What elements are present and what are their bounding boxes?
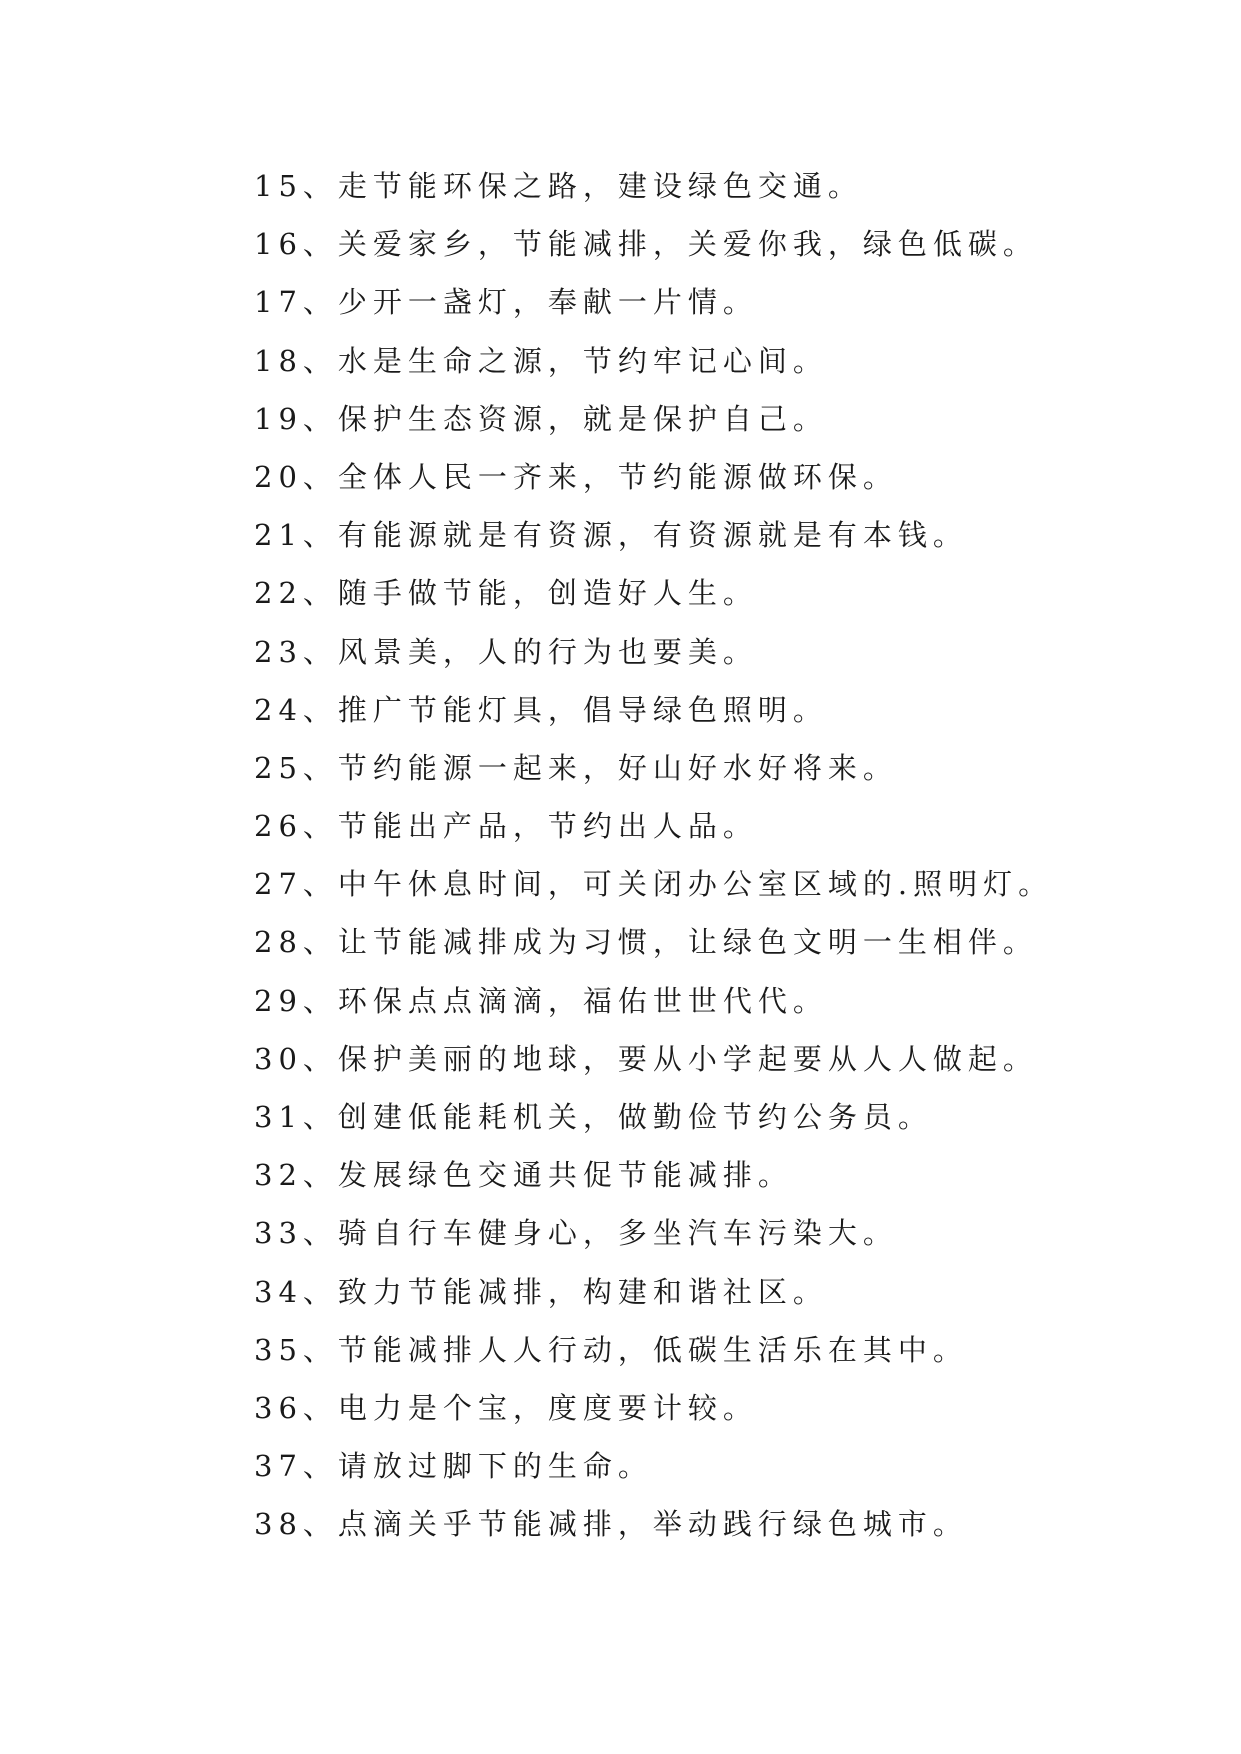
- list-item: 16、关爱家乡，节能减排，关爱你我，绿色低碳。: [254, 227, 1038, 262]
- list-item: 34、致力节能减排，构建和谐社区。: [254, 1274, 828, 1309]
- list-item: 26、节能出产品，节约出人品。: [254, 809, 758, 844]
- list-item: 19、保护生态资源，就是保护自己。: [254, 401, 828, 436]
- list-item: 24、推广节能灯具，倡导绿色照明。: [254, 692, 828, 727]
- list-item: 33、骑自行车健身心，多坐汽车污染大。: [254, 1216, 898, 1251]
- list-item: 35、节能减排人人行动，低碳生活乐在其中。: [254, 1332, 968, 1367]
- list-item: 20、全体人民一齐来，节约能源做环保。: [254, 459, 898, 494]
- list-item: 18、水是生命之源，节约牢记心间。: [254, 343, 828, 378]
- list-item: 28、让节能减排成为习惯，让绿色文明一生相伴。: [254, 925, 1038, 960]
- list-item: 31、创建低能耗机关，做勤俭节约公务员。: [254, 1100, 933, 1134]
- list-item: 30、保护美丽的地球，要从小学起要从人人做起。: [254, 1041, 1038, 1076]
- list-item: 21、有能源就是有资源，有资源就是有本钱。: [254, 518, 968, 553]
- list-item: 36、电力是个宝，度度要计较。: [254, 1390, 758, 1425]
- list-item: 23、风景美，人的行为也要美。: [254, 634, 758, 669]
- list-item: 37、请放过脚下的生命。: [254, 1449, 653, 1484]
- list-item: 38、点滴关乎节能减排，举动践行绿色城市。: [254, 1507, 968, 1542]
- list-item: 32、发展绿色交通共促节能减排。: [254, 1158, 793, 1193]
- list-item: 15、走节能环保之路，建设绿色交通。: [254, 169, 863, 203]
- slogan-list: [254, 157, 1154, 1554]
- list-item: 25、节约能源一起来，好山好水好将来。: [254, 750, 898, 785]
- list-item: 27、中午休息时间，可关闭办公室区域的.照明灯。: [254, 867, 1054, 902]
- list-item: 29、环保点点滴滴，福佑世世代代。: [254, 983, 828, 1018]
- list-item: 17、少开一盏灯，奉献一片情。: [254, 285, 758, 320]
- list-item: 22、随手做节能，创造好人生。: [254, 576, 758, 611]
